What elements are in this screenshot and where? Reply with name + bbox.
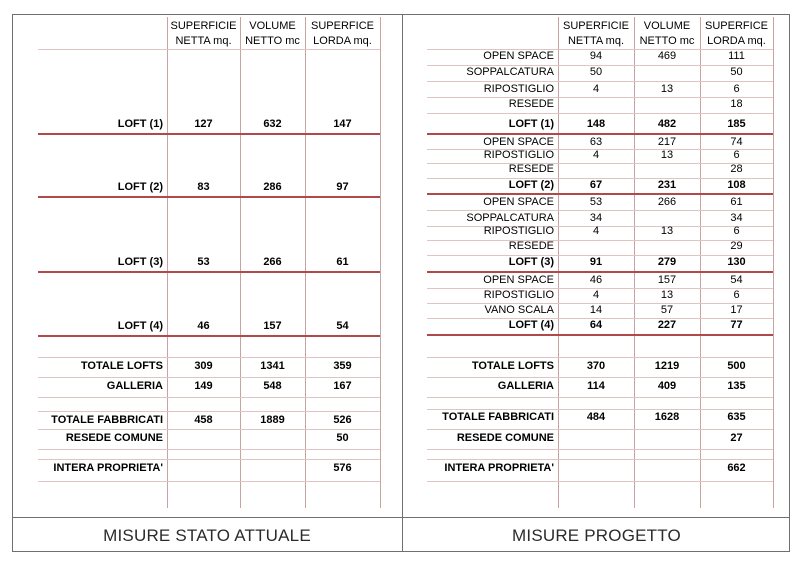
section-rule-bold [38, 196, 380, 198]
column-header-col1: SUPERFICIE [562, 20, 629, 32]
row-value: 108 [727, 179, 746, 191]
section-rule-bold [38, 335, 380, 337]
row-value: 217 [657, 136, 677, 148]
row-value: 13 [660, 289, 674, 301]
row-rule [38, 377, 380, 378]
row-value: 359 [333, 360, 352, 372]
column-header-col2: VOLUME [249, 20, 296, 32]
row-value: 91 [589, 256, 603, 268]
row-value: 148 [586, 118, 606, 130]
row-rule [427, 81, 773, 82]
row-value: 1889 [260, 414, 285, 426]
row-label: TOTALE FABBRICATI [442, 411, 554, 423]
row-label: RESEDE [508, 240, 554, 252]
row-label: LOFT (4) [508, 319, 554, 331]
row-value: 279 [657, 256, 677, 268]
panel-divider [402, 14, 403, 552]
row-value: 632 [263, 118, 282, 130]
row-label: RESEDE [508, 163, 554, 175]
row-value: 185 [727, 118, 746, 130]
row-rule [38, 459, 380, 460]
row-value: 13 [660, 225, 674, 237]
row-label: LOFT (2) [117, 181, 163, 193]
row-label: LOFT (4) [117, 320, 163, 332]
footer-right-title: MISURE PROGETTO [512, 526, 681, 545]
row-value: 50 [589, 66, 603, 78]
section-rule-bold [427, 193, 773, 195]
row-value: 83 [197, 181, 210, 193]
row-value: 662 [727, 462, 746, 474]
row-value: 576 [333, 462, 352, 474]
row-label: INTERA PROPRIETA' [444, 462, 554, 474]
row-rule [427, 377, 773, 378]
row-label: INTERA PROPRIETA' [53, 462, 163, 474]
row-value: 74 [730, 136, 743, 148]
row-rule [427, 210, 773, 211]
row-label: LOFT (3) [508, 256, 554, 268]
row-value: 484 [586, 411, 606, 423]
row-value: 94 [589, 50, 603, 62]
row-value: 28 [730, 163, 743, 175]
row-value: 309 [194, 360, 213, 372]
row-value: 4 [592, 225, 600, 237]
row-value: 61 [730, 196, 743, 208]
row-value: 114 [587, 380, 605, 392]
row-value: 54 [336, 320, 349, 332]
column-header-col1: SUPERFICIE [170, 20, 237, 32]
row-label: LOFT (2) [508, 179, 554, 191]
row-rule [38, 397, 380, 398]
row-label: LOFT (1) [508, 118, 554, 130]
row-value: 167 [333, 380, 352, 392]
row-value: 6 [733, 289, 740, 301]
row-rule [427, 459, 773, 460]
row-value: 17 [730, 304, 743, 316]
row-value: 61 [336, 256, 349, 268]
row-label: RIPOSTIGLIO [483, 149, 554, 161]
row-rule [38, 449, 380, 450]
row-value: 50 [730, 66, 743, 78]
row-value: 147 [333, 118, 352, 130]
column-header-col2: VOLUME [643, 20, 691, 32]
section-rule-bold [38, 133, 380, 135]
row-value: 286 [263, 181, 282, 193]
row-value: 53 [589, 196, 603, 208]
row-rule [427, 409, 773, 410]
row-value: 57 [660, 304, 674, 316]
row-label: OPEN SPACE [483, 196, 554, 208]
row-rule [38, 357, 380, 358]
row-label: OPEN SPACE [483, 50, 554, 62]
footer-left-title: MISURE STATO ATTUALE [103, 526, 311, 545]
row-value: 548 [263, 380, 282, 392]
row-value: 34 [730, 212, 743, 224]
row-value: 63 [589, 136, 603, 148]
row-value: 64 [589, 319, 603, 331]
row-value: 67 [589, 179, 603, 191]
row-rule [38, 429, 380, 430]
row-rule [38, 481, 380, 482]
row-label: RIPOSTIGLIO [483, 83, 554, 95]
column-header-col1: NETTA mq. [175, 35, 232, 47]
row-value: 526 [333, 414, 352, 426]
section-rule-bold [427, 271, 773, 273]
row-value: 111 [728, 50, 745, 62]
row-value: 1341 [260, 360, 285, 372]
row-value: 34 [589, 212, 603, 224]
row-value: 14 [589, 304, 603, 316]
row-value: 54 [730, 274, 743, 286]
row-value: 4 [592, 149, 600, 161]
row-label: VANO SCALA [484, 304, 554, 316]
row-value: 4 [592, 83, 600, 95]
row-label: OPEN SPACE [483, 136, 554, 148]
column-header-col2: NETTO mc [639, 35, 695, 47]
row-value: 409 [657, 380, 677, 392]
row-value: 1628 [654, 411, 680, 423]
row-value: 157 [263, 320, 282, 332]
row-value: 27 [730, 432, 743, 444]
row-value: 50 [336, 432, 349, 444]
column-header-col3: LORDA mq. [313, 35, 372, 47]
row-value: 53 [197, 256, 210, 268]
row-label: TOTALE LOFTS [80, 360, 163, 372]
section-rule-bold [427, 133, 773, 135]
row-label: RESEDE COMUNE [456, 432, 554, 444]
row-label: LOFT (1) [117, 118, 163, 130]
row-rule [427, 397, 773, 398]
row-rule [427, 357, 773, 358]
row-label: RESEDE [508, 98, 554, 110]
row-rule [427, 481, 773, 482]
row-label: LOFT (3) [117, 256, 163, 268]
row-value: 458 [194, 414, 213, 426]
column-rule [380, 17, 381, 508]
row-value: 227 [657, 319, 677, 331]
row-label: TOTALE FABBRICATI [51, 414, 163, 426]
row-rule [427, 429, 773, 430]
row-value: 1219 [654, 360, 680, 372]
row-value: 135 [727, 380, 746, 392]
section-rule-bold [38, 271, 380, 273]
row-value: 6 [733, 225, 740, 237]
row-rule [427, 449, 773, 450]
row-label: GALLERIA [497, 380, 554, 392]
row-value: 6 [733, 149, 740, 161]
row-label: GALLERIA [106, 380, 163, 392]
column-header-col2: NETTO mc [245, 35, 300, 47]
column-header-col3: SUPERFICE [705, 20, 768, 32]
row-label: RESEDE COMUNE [65, 432, 163, 444]
row-rule [38, 49, 380, 50]
row-value: 157 [657, 274, 677, 286]
column-rule [773, 17, 774, 508]
row-value: 97 [336, 181, 349, 193]
row-label: OPEN SPACE [483, 274, 554, 286]
row-value: 635 [727, 411, 746, 423]
row-value: 266 [657, 196, 677, 208]
row-label: RIPOSTIGLIO [483, 225, 554, 237]
row-value: 266 [263, 256, 282, 268]
row-value: 469 [657, 50, 677, 62]
row-value: 6 [733, 83, 740, 95]
row-value: 127 [194, 118, 213, 130]
section-rule-bold [427, 334, 773, 336]
column-header-col3: LORDA mq. [707, 35, 766, 47]
row-rule [427, 113, 773, 114]
row-value: 500 [727, 360, 746, 372]
footer-separator [12, 517, 790, 518]
row-value: 370 [586, 360, 606, 372]
row-value: 46 [589, 274, 603, 286]
row-value: 482 [657, 118, 677, 130]
row-value: 13 [660, 83, 674, 95]
row-label: RIPOSTIGLIO [483, 289, 554, 301]
row-value: 130 [727, 256, 746, 268]
column-header-col1: NETTA mq. [567, 35, 625, 47]
row-value: 13 [660, 149, 674, 161]
row-value: 77 [730, 319, 743, 331]
row-rule [38, 411, 380, 412]
row-value: 29 [730, 240, 743, 252]
row-label: SOPPALCATURA [466, 66, 554, 78]
column-header-col3: SUPERFICE [311, 20, 374, 32]
row-value: 231 [657, 179, 677, 191]
row-label: SOPPALCATURA [466, 212, 554, 224]
row-value: 4 [592, 289, 600, 301]
row-label: TOTALE LOFTS [471, 360, 554, 372]
row-value: 18 [730, 98, 743, 110]
row-value: 149 [194, 380, 213, 392]
row-value: 46 [197, 320, 210, 332]
